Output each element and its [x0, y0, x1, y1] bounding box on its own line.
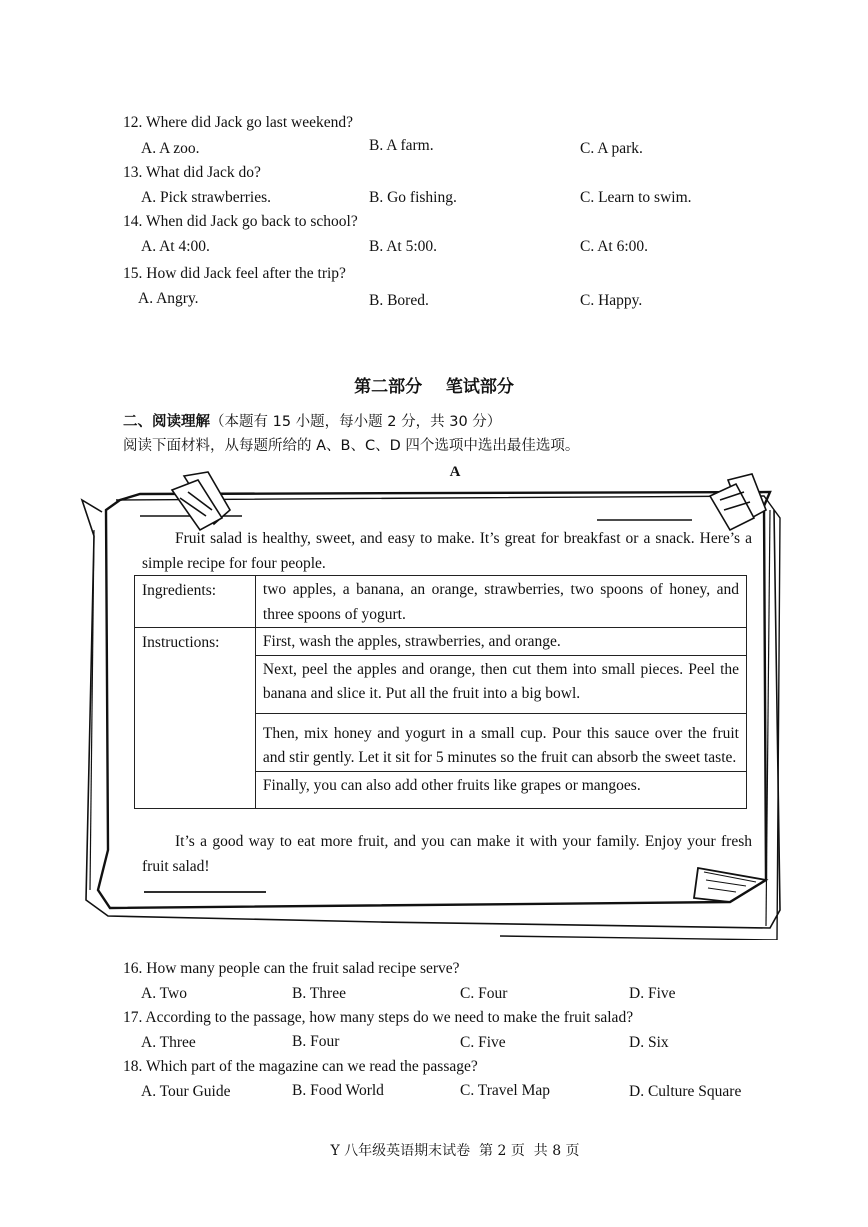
ingredients-label-cell [135, 576, 256, 628]
question-18-option-c: C. Travel Map [460, 1082, 550, 1099]
question-15-option-a: A. Angry. [138, 290, 199, 307]
passage-label: A [449, 464, 461, 480]
question-12-option-a: A. A zoo. [141, 140, 200, 157]
instruction-step-cell [255, 628, 746, 656]
question-16-option-d: D. Five [629, 985, 676, 1002]
question-15-option-c: C. Happy. [580, 292, 643, 309]
question-17-option-c: C. Five [460, 1034, 506, 1051]
question-18-stem: 18. Which part of the magazine can we read the passage? [123, 1058, 478, 1075]
question-16-option-c: C. Four [460, 985, 508, 1002]
question-15-stem: 15. How did Jack feel after the trip? [123, 265, 346, 282]
instruction-step-1: First, wash the apples, strawberries, and orange. [262, 633, 561, 650]
passage-intro: Fruit salad is healthy, sweet, and easy to make. It’s great for breakfast or a snack. Here’s a simple recipe for four people. [142, 530, 752, 572]
question-14-option-a: A. At 4:00. [141, 238, 210, 255]
question-14-stem: 14. When did Jack go back to school? [123, 213, 358, 230]
question-13-option-b: B. Go fishing. [369, 189, 457, 206]
instruction-step-cell [255, 713, 746, 771]
question-18-option-d: D. Culture Square [629, 1083, 742, 1100]
instructions-label: Instructions: [142, 634, 220, 651]
part-two-title: 第二部分 笔试部分 [354, 377, 514, 397]
instruction-step-2: Next, peel the apples and orange, then cut them into small pieces. Peel the banana and slice it. Put all the fruit into a big bowl. [262, 660, 739, 702]
question-16-option-b: B. Three [292, 985, 346, 1002]
question-17-option-a: A. Three [141, 1034, 196, 1051]
instruction-step-cell [255, 655, 746, 713]
question-13-stem: 13. What did Jack do? [123, 164, 261, 181]
reading-heading-bold: 二、阅读理解 [123, 414, 210, 430]
ingredients-text: two apples, a banana, an orange, strawberries, two spoons of honey, and three spoons of yogurt. [262, 581, 739, 623]
ingredients-row [135, 576, 747, 628]
reading-heading-rest: （本题有 15 小题，每小题 2 分，共 30 分） [210, 414, 502, 430]
question-16-stem: 16. How many people can the fruit salad recipe serve? [123, 960, 460, 977]
passage-closing: It’s a good way to eat more fruit, and you can make it with your family. Enjoy your fresh fruit salad! [142, 833, 752, 875]
instruction-step-cell [255, 771, 746, 809]
instructions-label-cell [135, 628, 256, 809]
ingredients-label: Ingredients: [142, 582, 217, 599]
instruction-row [135, 628, 747, 656]
recipe-table [134, 575, 747, 809]
instruction-step-4: Finally, you can also add other fruits like grapes or mangoes. [262, 776, 641, 794]
instruction-step-3: Then, mix honey and yogurt in a small cup. Pour this sauce over the fruit and stir gently. Let it sit for 5 minutes so the fruit can absorb the sweet taste. [262, 724, 739, 766]
question-12-stem: 12. Where did Jack go last weekend? [123, 114, 353, 131]
question-17-option-b: B. Four [292, 1033, 340, 1050]
question-12-option-c: C. A park. [580, 140, 643, 157]
question-18-option-a: A. Tour Guide [141, 1083, 231, 1100]
reading-instruction: 阅读下面材料，从每题所给的 A、B、C、D 四个选项中选出最佳选项。 [123, 438, 580, 454]
reading-section-heading [123, 410, 501, 431]
question-18-option-b: B. Food World [292, 1082, 384, 1099]
page-footer: Y 八年级英语期末试卷 第 2 页 共 8 页 [330, 1143, 580, 1159]
question-13-option-a: A. Pick strawberries. [141, 189, 271, 206]
question-13-option-c: C. Learn to swim. [580, 189, 692, 206]
question-14-option-b: B. At 5:00. [369, 238, 438, 255]
question-14-option-c: C. At 6:00. [580, 238, 649, 255]
question-17-stem: 17. According to the passage, how many steps do we need to make the fruit salad? [123, 1009, 634, 1026]
question-17-option-d: D. Six [629, 1034, 669, 1051]
question-16-option-a: A. Two [141, 985, 187, 1002]
question-15-option-b: B. Bored. [369, 292, 429, 309]
ingredients-content-cell [255, 576, 746, 628]
question-12-option-b: B. A farm. [369, 137, 434, 154]
